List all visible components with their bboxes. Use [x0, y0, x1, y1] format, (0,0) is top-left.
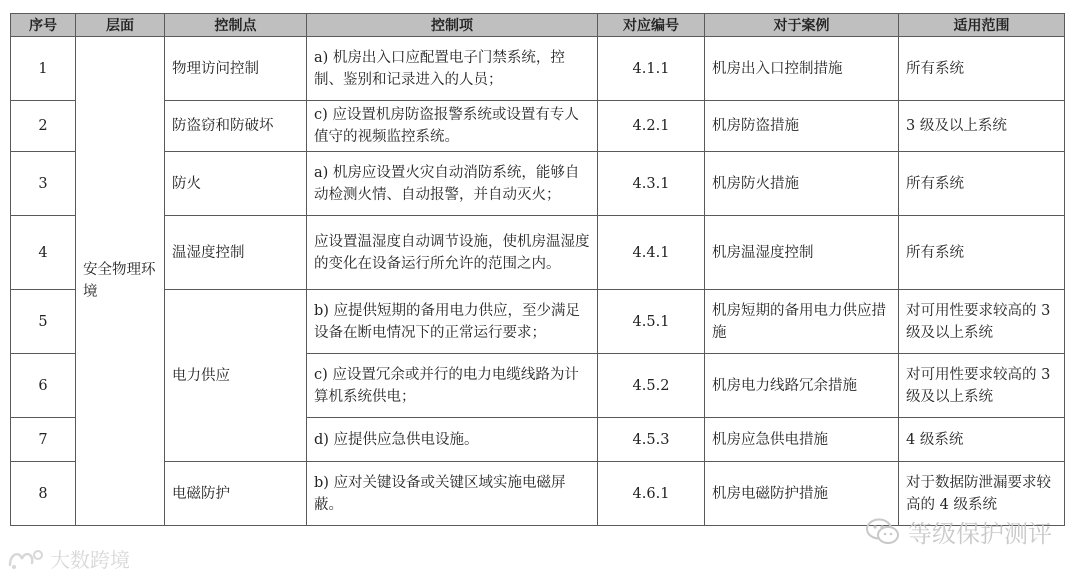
row-item: c) 应设置冗余或并行的电力电缆线路为计算机系统供电；	[307, 354, 598, 418]
row-no: 5	[11, 290, 76, 354]
row-scope: 3 级及以上系统	[899, 101, 1065, 152]
header-code: 对应编号	[598, 14, 705, 37]
header-case: 对于案例	[705, 14, 899, 37]
brand-watermark	[6, 544, 130, 573]
row-no: 6	[11, 354, 76, 418]
author-watermark-text: 等级保护测评	[908, 520, 1052, 548]
row-case: 机房防盗措施	[705, 101, 899, 152]
row-code: 4.6.1	[598, 462, 705, 526]
row-code: 4.1.1	[598, 37, 705, 101]
control-table	[10, 13, 1065, 526]
brand-watermark-text: 大数跨境	[50, 548, 130, 572]
row-code: 4.5.2	[598, 354, 705, 418]
row-no: 4	[11, 216, 76, 290]
row-scope: 对可用性要求较高的 3 级及以上系统	[899, 290, 1065, 354]
row-item: b) 应提供短期的备用电力供应，至少满足设备在断电情况下的正常运行要求；	[307, 290, 598, 354]
row-case: 机房应急供电措施	[705, 418, 899, 462]
row-item: b) 应对关键设备或关键区域实施电磁屏蔽。	[307, 462, 598, 526]
row-no: 1	[11, 37, 76, 101]
row-case: 机房防火措施	[705, 152, 899, 216]
row-point: 防火	[165, 152, 307, 216]
header-point: 控制点	[165, 14, 307, 37]
row-code: 4.5.3	[598, 418, 705, 462]
row-case: 机房电力线路冗余措施	[705, 354, 899, 418]
header-item: 控制项	[307, 14, 598, 37]
table-row	[11, 216, 1065, 290]
table-row	[11, 290, 1065, 354]
row-scope: 对于数据防泄漏要求较高的 4 级系统	[899, 462, 1065, 526]
table-row	[11, 101, 1065, 152]
brand-logo-icon	[6, 547, 46, 571]
row-no: 7	[11, 418, 76, 462]
row-item: c) 应设置机房防盗报警系统或设置有专人值守的视频监控系统。	[307, 101, 598, 152]
row-point: 物理访问控制	[165, 37, 307, 101]
row-code: 4.5.1	[598, 290, 705, 354]
row-item: d) 应提供应急供电设施。	[307, 418, 598, 462]
layer-cell: 安全物理环境	[76, 37, 165, 526]
row-scope: 所有系统	[899, 37, 1065, 101]
header-scope: 适用范围	[899, 14, 1065, 37]
row-item: 应设置温湿度自动调节设施，使机房温湿度的变化在设备运行所允许的范围之内。	[307, 216, 598, 290]
row-item: a) 机房出入口应配置电子门禁系统，控制、鉴别和记录进入的人员；	[307, 37, 598, 101]
row-point: 温湿度控制	[165, 216, 307, 290]
row-point: 电磁防护	[165, 462, 307, 526]
table-row	[11, 37, 1065, 101]
row-point: 电力供应	[165, 290, 307, 462]
header-layer: 层面	[76, 14, 165, 37]
author-watermark	[866, 514, 1052, 549]
row-point: 防盗窃和防破坏	[165, 101, 307, 152]
row-no: 8	[11, 462, 76, 526]
wechat-icon	[866, 518, 900, 546]
table-row	[11, 152, 1065, 216]
row-case: 机房温湿度控制	[705, 216, 899, 290]
row-no: 2	[11, 101, 76, 152]
row-code: 4.3.1	[598, 152, 705, 216]
row-scope: 所有系统	[899, 152, 1065, 216]
header-row	[11, 14, 1065, 37]
row-item: a) 机房应设置火灾自动消防系统，能够自动检测火情、自动报警，并自动灭火；	[307, 152, 598, 216]
row-no: 3	[11, 152, 76, 216]
row-case: 机房短期的备用电力供应措施	[705, 290, 899, 354]
row-case: 机房出入口控制措施	[705, 37, 899, 101]
row-case: 机房电磁防护措施	[705, 462, 899, 526]
row-scope: 对可用性要求较高的 3 级及以上系统	[899, 354, 1065, 418]
row-scope: 4 级系统	[899, 418, 1065, 462]
row-code: 4.4.1	[598, 216, 705, 290]
row-code: 4.2.1	[598, 101, 705, 152]
header-no: 序号	[11, 14, 76, 37]
row-scope: 所有系统	[899, 216, 1065, 290]
